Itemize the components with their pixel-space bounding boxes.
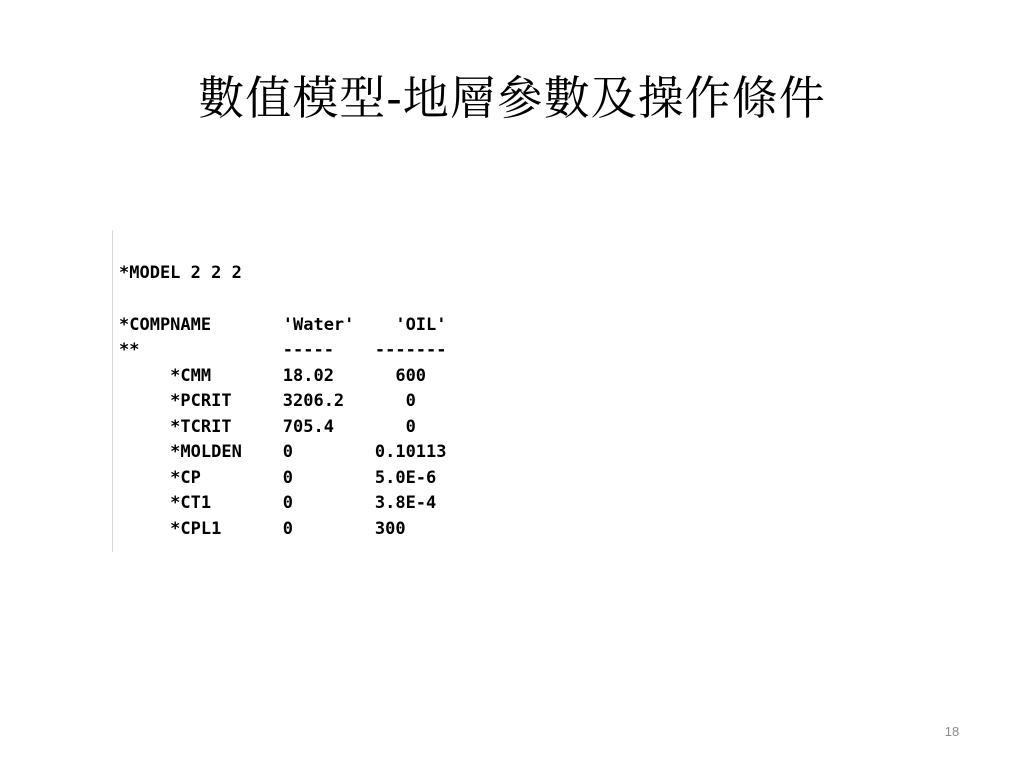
keyword-code-panel: [112, 230, 553, 552]
page-number: 18: [944, 724, 960, 739]
slide-title: 數值模型-地層參數及操作條件: [198, 71, 826, 125]
code-line-cmm: *CMM 18.02 600: [119, 366, 427, 386]
code-line-cpl1: *CPL1 0 300: [119, 519, 406, 539]
code-line-cp: *CP 0 5.0E-6: [119, 468, 437, 488]
code-line-pcrit: *PCRIT 3206.2 0: [119, 391, 416, 411]
code-line-model: *MODEL 2 2 2: [119, 263, 242, 283]
code-line-compname: *COMPNAME 'Water' 'OIL': [119, 315, 447, 335]
code-line-molden: *MOLDEN 0 0.10113: [119, 442, 447, 462]
code-line-tcrit: *TCRIT 705.4 0: [119, 417, 416, 437]
code-line-ct1: *CT1 0 3.8E-4: [119, 493, 437, 513]
code-line-separator: ** ----- -------: [119, 340, 447, 360]
